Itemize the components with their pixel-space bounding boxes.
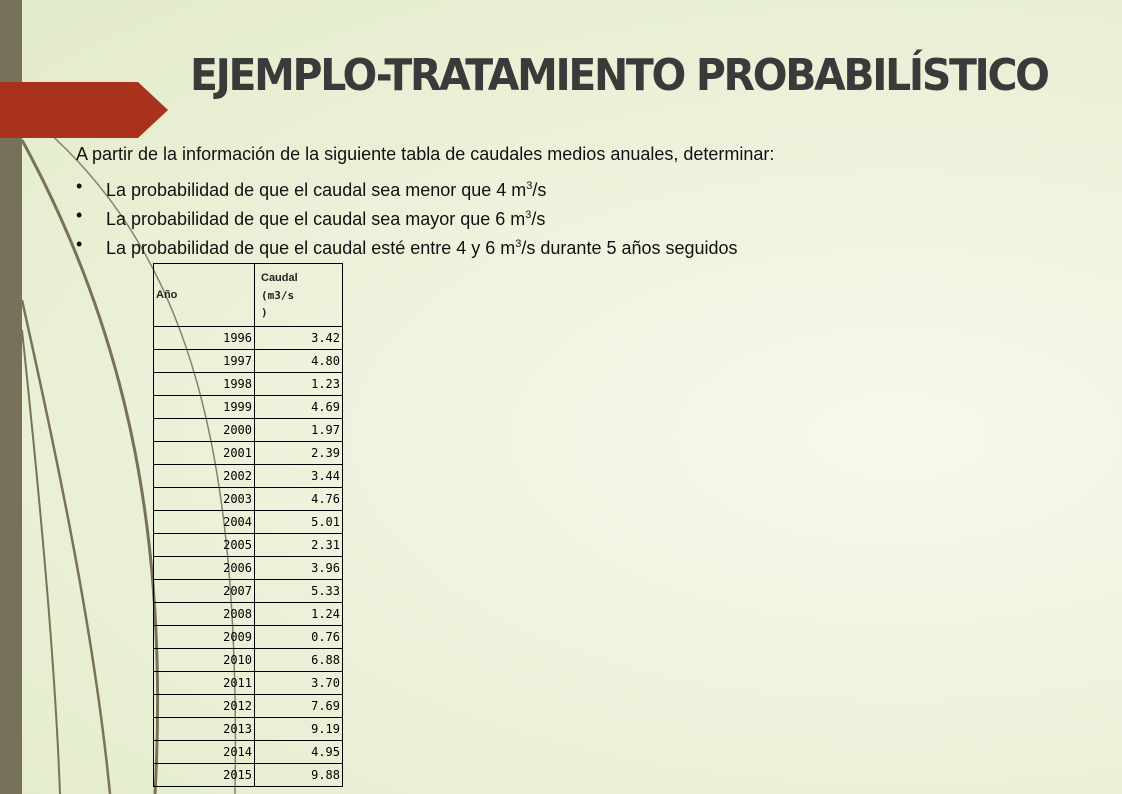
- superscript: 3: [515, 238, 522, 250]
- cell-flow: 5.33: [255, 580, 343, 603]
- bullet-tail: /s: [532, 180, 547, 200]
- cell-year: 2002: [154, 465, 255, 488]
- intro-text: A partir de la información de la siguiente tabla de caudales medios anuales, determinar:: [76, 144, 775, 164]
- cell-year: 2005: [154, 534, 255, 557]
- cell-flow: 3.44: [255, 465, 343, 488]
- cell-year: 2009: [154, 626, 255, 649]
- cell-flow: 2.31: [255, 534, 343, 557]
- cell-flow: 4.80: [255, 350, 343, 373]
- table-row: [154, 580, 343, 603]
- bullet-text: La probabilidad de que el caudal esté entre 4 y 6 m: [106, 238, 516, 258]
- table-row: [154, 465, 343, 488]
- cell-year: 2000: [154, 419, 255, 442]
- cell-year: 2015: [154, 764, 255, 787]
- table-row: [154, 511, 343, 534]
- page-title: EJEMPLO-TRATAMIENTO PROBABILÍSTICO: [190, 50, 1048, 101]
- bullet-icon: •: [76, 176, 83, 196]
- table-row: [154, 672, 343, 695]
- table-row: [154, 695, 343, 718]
- header-year: Año: [154, 264, 255, 327]
- bullet-icon: •: [76, 234, 83, 254]
- list-item: [76, 172, 738, 201]
- question-list: [76, 172, 738, 259]
- title-accent-arrow: [0, 82, 170, 142]
- cell-year: 2008: [154, 603, 255, 626]
- cell-year: 1998: [154, 373, 255, 396]
- cell-flow: 1.97: [255, 419, 343, 442]
- table-row: [154, 327, 343, 350]
- cell-flow: 0.76: [255, 626, 343, 649]
- cell-flow: 1.24: [255, 603, 343, 626]
- cell-year: 2014: [154, 741, 255, 764]
- cell-year: 1996: [154, 327, 255, 350]
- cell-year: 2006: [154, 557, 255, 580]
- cell-flow: 6.88: [255, 649, 343, 672]
- bullet-icon: •: [76, 205, 83, 225]
- table-row: [154, 718, 343, 741]
- bullet-text: La probabilidad de que el caudal sea mayor que 6 m: [106, 209, 526, 229]
- cell-flow: 3.42: [255, 327, 343, 350]
- cell-year: 2010: [154, 649, 255, 672]
- flow-data-table: [153, 263, 343, 787]
- cell-flow: 3.70: [255, 672, 343, 695]
- table-row: [154, 373, 343, 396]
- cell-flow: 9.88: [255, 764, 343, 787]
- bullet-tail: /s: [531, 209, 546, 229]
- header-flow-line2: (m3/s: [261, 289, 295, 302]
- bullet-tail: /s durante 5 años seguidos: [521, 238, 738, 258]
- table-row: [154, 603, 343, 626]
- table-row: [154, 488, 343, 511]
- table-row: [154, 419, 343, 442]
- table-row: [154, 350, 343, 373]
- table-row: [154, 649, 343, 672]
- table-header-row: [154, 264, 343, 327]
- header-flow-line3: ): [261, 306, 268, 319]
- cell-flow: 4.95: [255, 741, 343, 764]
- cell-year: 2001: [154, 442, 255, 465]
- cell-year: 2013: [154, 718, 255, 741]
- cell-year: 2003: [154, 488, 255, 511]
- header-flow-line1: Caudal: [261, 272, 298, 284]
- cell-flow: 5.01: [255, 511, 343, 534]
- cell-flow: 9.19: [255, 718, 343, 741]
- cell-year: 1997: [154, 350, 255, 373]
- cell-year: 2012: [154, 695, 255, 718]
- table-row: [154, 764, 343, 787]
- table-row: [154, 741, 343, 764]
- table-row: [154, 396, 343, 419]
- cell-flow: 4.76: [255, 488, 343, 511]
- table-row: [154, 557, 343, 580]
- cell-flow: 7.69: [255, 695, 343, 718]
- list-item: [76, 230, 738, 259]
- bullet-text: La probabilidad de que el caudal sea menor que 4 m: [106, 180, 527, 200]
- cell-flow: 3.96: [255, 557, 343, 580]
- superscript: 3: [526, 180, 533, 192]
- table-row: [154, 626, 343, 649]
- cell-year: 1999: [154, 396, 255, 419]
- superscript: 3: [525, 209, 532, 221]
- table-row: [154, 442, 343, 465]
- table-row: [154, 534, 343, 557]
- cell-year: 2004: [154, 511, 255, 534]
- list-item: [76, 201, 738, 230]
- cell-year: 2011: [154, 672, 255, 695]
- cell-year: 2007: [154, 580, 255, 603]
- cell-flow: 1.23: [255, 373, 343, 396]
- header-flow: [255, 264, 343, 327]
- cell-flow: 2.39: [255, 442, 343, 465]
- cell-flow: 4.69: [255, 396, 343, 419]
